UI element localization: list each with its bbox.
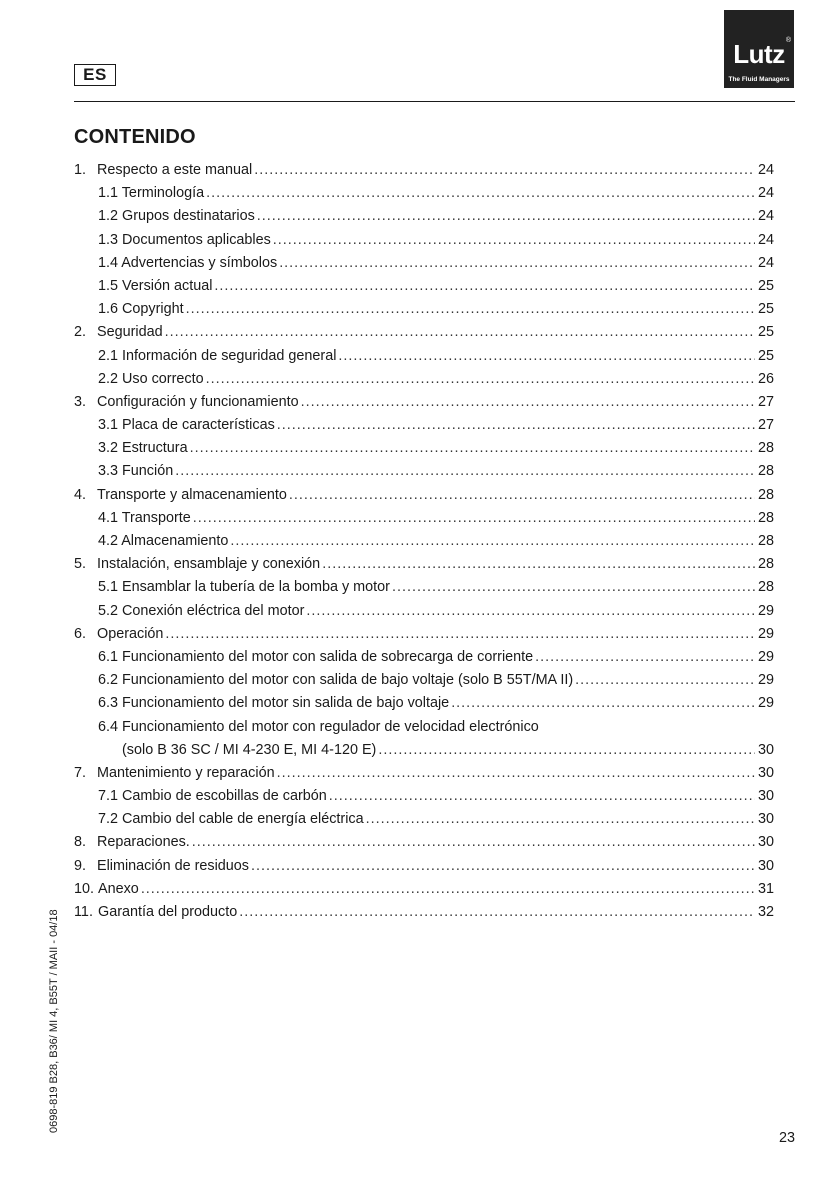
toc-entry[interactable] [74, 530, 774, 553]
toc-entry[interactable] [74, 414, 774, 437]
toc-entry-title: 1.1 Terminología [98, 185, 205, 202]
toc-entry-title: Seguridad [97, 324, 163, 341]
toc-entry-title: 3.3 Función [98, 463, 174, 480]
toc-entry[interactable] [74, 275, 774, 298]
toc-entry[interactable] [74, 808, 774, 831]
toc-entry-page: 30 [758, 834, 775, 851]
toc-entry-page: 24 [758, 231, 775, 248]
toc-leader-dots [322, 553, 755, 576]
toc-entry-continuation[interactable] [74, 739, 774, 762]
page-number: 23 [778, 1130, 795, 1146]
toc-leader-dots [186, 298, 755, 321]
toc-entry-title: 6.1 Funcionamiento del motor con salida de sobrecarga de corriente [98, 648, 534, 665]
toc-entry-page: 24 [758, 208, 775, 225]
toc-leader-dots [257, 205, 755, 228]
toc-entry[interactable] [74, 600, 774, 623]
toc-entry-page: 28 [758, 556, 775, 573]
toc-entry-page: 24 [758, 162, 775, 178]
toc-leader-dots [329, 785, 755, 808]
toc-entry-title: 2.1 Información de seguridad general [98, 347, 337, 364]
toc-leader-dots [366, 808, 755, 831]
toc-entry-page: 25 [758, 347, 775, 364]
toc-leader-dots [192, 831, 755, 854]
toc-entry-number: 11. [74, 904, 93, 920]
toc-entry-page: 25 [758, 301, 775, 318]
toc-entry[interactable] [74, 716, 774, 739]
toc-entry-page: 32 [758, 904, 775, 920]
toc-entry[interactable] [74, 507, 774, 530]
toc-entry-title: 2.2 Uso correcto [98, 370, 204, 387]
toc-entry-page: 28 [758, 486, 775, 503]
toc-entry-number: 10. [74, 880, 95, 897]
page-title: CONTENIDO [74, 126, 196, 148]
toc-leader-dots [277, 762, 755, 785]
toc-leader-dots [206, 368, 755, 391]
toc-leader-dots [378, 739, 755, 762]
toc-leader-dots [141, 878, 755, 901]
toc-entry-title: Transporte y almacenamiento [97, 486, 287, 503]
toc-entry-title: 6.2 Funcionamiento del motor con salida de bajo voltaje (solo B 55T/MA II) [98, 672, 574, 689]
toc-entry-page: 28 [758, 509, 775, 526]
table-of-contents [74, 159, 774, 924]
toc-entry-title: Operación [97, 625, 164, 642]
logo-tagline: The Fluid Managers [728, 76, 790, 83]
toc-entry-title: Reparaciones. [97, 834, 190, 851]
toc-entry-number: 1. [74, 162, 87, 178]
toc-entry-page: 29 [758, 625, 775, 642]
toc-entry[interactable] [74, 182, 774, 205]
toc-leader-dots [165, 321, 755, 344]
toc-entry-page: 30 [758, 788, 775, 805]
toc-entry-title: Eliminación de residuos [97, 857, 249, 874]
toc-entry-number: 2. [74, 324, 87, 341]
toc-entry-page: 30 [758, 741, 775, 758]
toc-entry-title: Respecto a este manual [97, 162, 253, 178]
toc-entry-page: 25 [758, 324, 775, 341]
toc-leader-dots [301, 391, 755, 414]
toc-entry[interactable] [74, 669, 774, 692]
toc-entry-number: 9. [74, 857, 87, 874]
toc-leader-dots [251, 855, 755, 878]
toc-entry-title: 7.1 Cambio de escobillas de carbón [98, 788, 327, 805]
toc-entry-title: 1.3 Documentos aplicables [98, 231, 271, 248]
toc-leader-dots [239, 901, 755, 924]
toc-entry-title: 3.2 Estructura [98, 440, 188, 457]
toc-entry[interactable] [74, 252, 774, 275]
toc-entry-number: 4. [74, 486, 87, 503]
toc-entry[interactable] [74, 762, 774, 785]
toc-entry[interactable] [74, 553, 774, 576]
toc-leader-dots [206, 182, 755, 205]
toc-entry-title: 6.4 Funcionamiento del motor con regulador de velocidad electrónico [98, 718, 539, 735]
toc-entry-page: 28 [758, 579, 775, 596]
toc-entry-page: 28 [758, 463, 775, 480]
logo-registered-mark: ® [785, 37, 791, 44]
toc-entry-page: 27 [758, 393, 775, 410]
toc-entry-page: 24 [758, 254, 775, 271]
toc-entry[interactable] [74, 345, 774, 368]
toc-entry[interactable] [74, 298, 774, 321]
document-code: 0698-819 B28, B36/ MI 4, B55T / MAII - 04/18 [48, 909, 60, 1133]
toc-entry-title: Garantía del producto [98, 904, 238, 920]
toc-leader-dots [273, 229, 755, 252]
toc-entry-title: Mantenimiento y reparación [97, 764, 275, 781]
toc-leader-dots [535, 646, 755, 669]
toc-entry[interactable] [74, 646, 774, 669]
toc-leader-dots [277, 414, 755, 437]
toc-entry-page: 29 [758, 695, 775, 712]
toc-entry-title: 1.4 Advertencias y símbolos [98, 254, 278, 271]
toc-leader-dots [451, 692, 755, 715]
toc-entry[interactable] [74, 484, 774, 507]
toc-entry-page: 28 [758, 533, 775, 549]
logo-wordmark: Lutz [733, 39, 785, 69]
toc-leader-dots [279, 252, 755, 275]
toc-entry-page: 30 [758, 764, 775, 781]
toc-entry-title: 5.2 Conexión eléctrica del motor [98, 602, 305, 619]
toc-leader-dots [254, 159, 755, 182]
toc-entry[interactable] [74, 460, 774, 483]
toc-entry-page: 26 [758, 370, 775, 387]
toc-entry[interactable] [74, 437, 774, 460]
toc-entry[interactable] [74, 229, 774, 252]
toc-entry-title: 1.6 Copyright [98, 301, 184, 318]
toc-entry-number: 7. [74, 764, 87, 781]
toc-leader-dots [392, 576, 755, 599]
toc-entry-title: 5.1 Ensamblar la tubería de la bomba y motor [98, 579, 390, 596]
toc-entry[interactable] [74, 391, 774, 414]
toc-leader-dots [190, 437, 755, 460]
toc-entry-page: 28 [758, 440, 775, 457]
toc-entry[interactable] [74, 878, 774, 901]
lutz-logo [724, 10, 794, 88]
toc-entry-page: 24 [758, 185, 775, 202]
toc-entry-page: 29 [758, 672, 775, 689]
toc-entry[interactable] [74, 855, 774, 878]
toc-leader-dots [306, 600, 755, 623]
toc-entry[interactable] [74, 901, 774, 924]
toc-entry-page: 27 [758, 417, 775, 434]
toc-entry[interactable] [74, 368, 774, 391]
toc-entry-page: 25 [758, 277, 775, 294]
toc-entry-title: 7.2 Cambio del cable de energía eléctrica [98, 811, 364, 828]
toc-entry-page: 30 [758, 857, 775, 874]
toc-leader-dots [575, 669, 755, 692]
toc-entry-title: 4.2 Almacenamiento [98, 533, 229, 549]
toc-leader-dots [175, 460, 755, 483]
toc-entry-title: 6.3 Funcionamiento del motor sin salida de bajo voltaje [98, 695, 450, 712]
toc-entry-number: 6. [74, 625, 87, 642]
toc-entry[interactable] [74, 785, 774, 808]
toc-entry-title: Instalación, ensamblaje y conexión [97, 556, 321, 573]
toc-entry-title: 1.5 Versión actual [98, 277, 213, 294]
toc-entry[interactable] [74, 576, 774, 599]
toc-entry-title: 1.2 Grupos destinatarios [98, 208, 255, 225]
toc-entry-page: 30 [758, 811, 775, 828]
toc-entry-number: 3. [74, 393, 87, 410]
toc-entry-page: 29 [758, 602, 775, 619]
header-divider [74, 101, 795, 102]
toc-entry-number: 5. [74, 556, 87, 573]
toc-entry[interactable] [74, 831, 774, 854]
toc-leader-dots [289, 484, 755, 507]
language-badge: ES [74, 64, 116, 86]
toc-leader-dots [214, 275, 755, 298]
toc-entry-title: 4.1 Transporte [98, 509, 191, 526]
toc-entry-number: 8. [74, 834, 87, 851]
toc-entry-title: Configuración y funcionamiento [97, 393, 299, 410]
toc-entry-title: (solo B 36 SC / MI 4-230 E, MI 4-120 E) [122, 741, 377, 758]
toc-entry[interactable] [74, 692, 774, 715]
toc-entry-title: Anexo [98, 880, 139, 897]
toc-leader-dots [193, 507, 755, 530]
toc-leader-dots [230, 530, 755, 553]
toc-leader-dots [165, 623, 755, 646]
toc-entry[interactable] [74, 321, 774, 344]
toc-entry-page: 29 [758, 648, 775, 665]
toc-entry[interactable] [74, 159, 774, 182]
toc-leader-dots [338, 345, 755, 368]
toc-entry[interactable] [74, 623, 774, 646]
toc-entry[interactable] [74, 205, 774, 228]
toc-entry-title: 3.1 Placa de características [98, 417, 275, 434]
toc-entry-page: 31 [758, 880, 775, 897]
